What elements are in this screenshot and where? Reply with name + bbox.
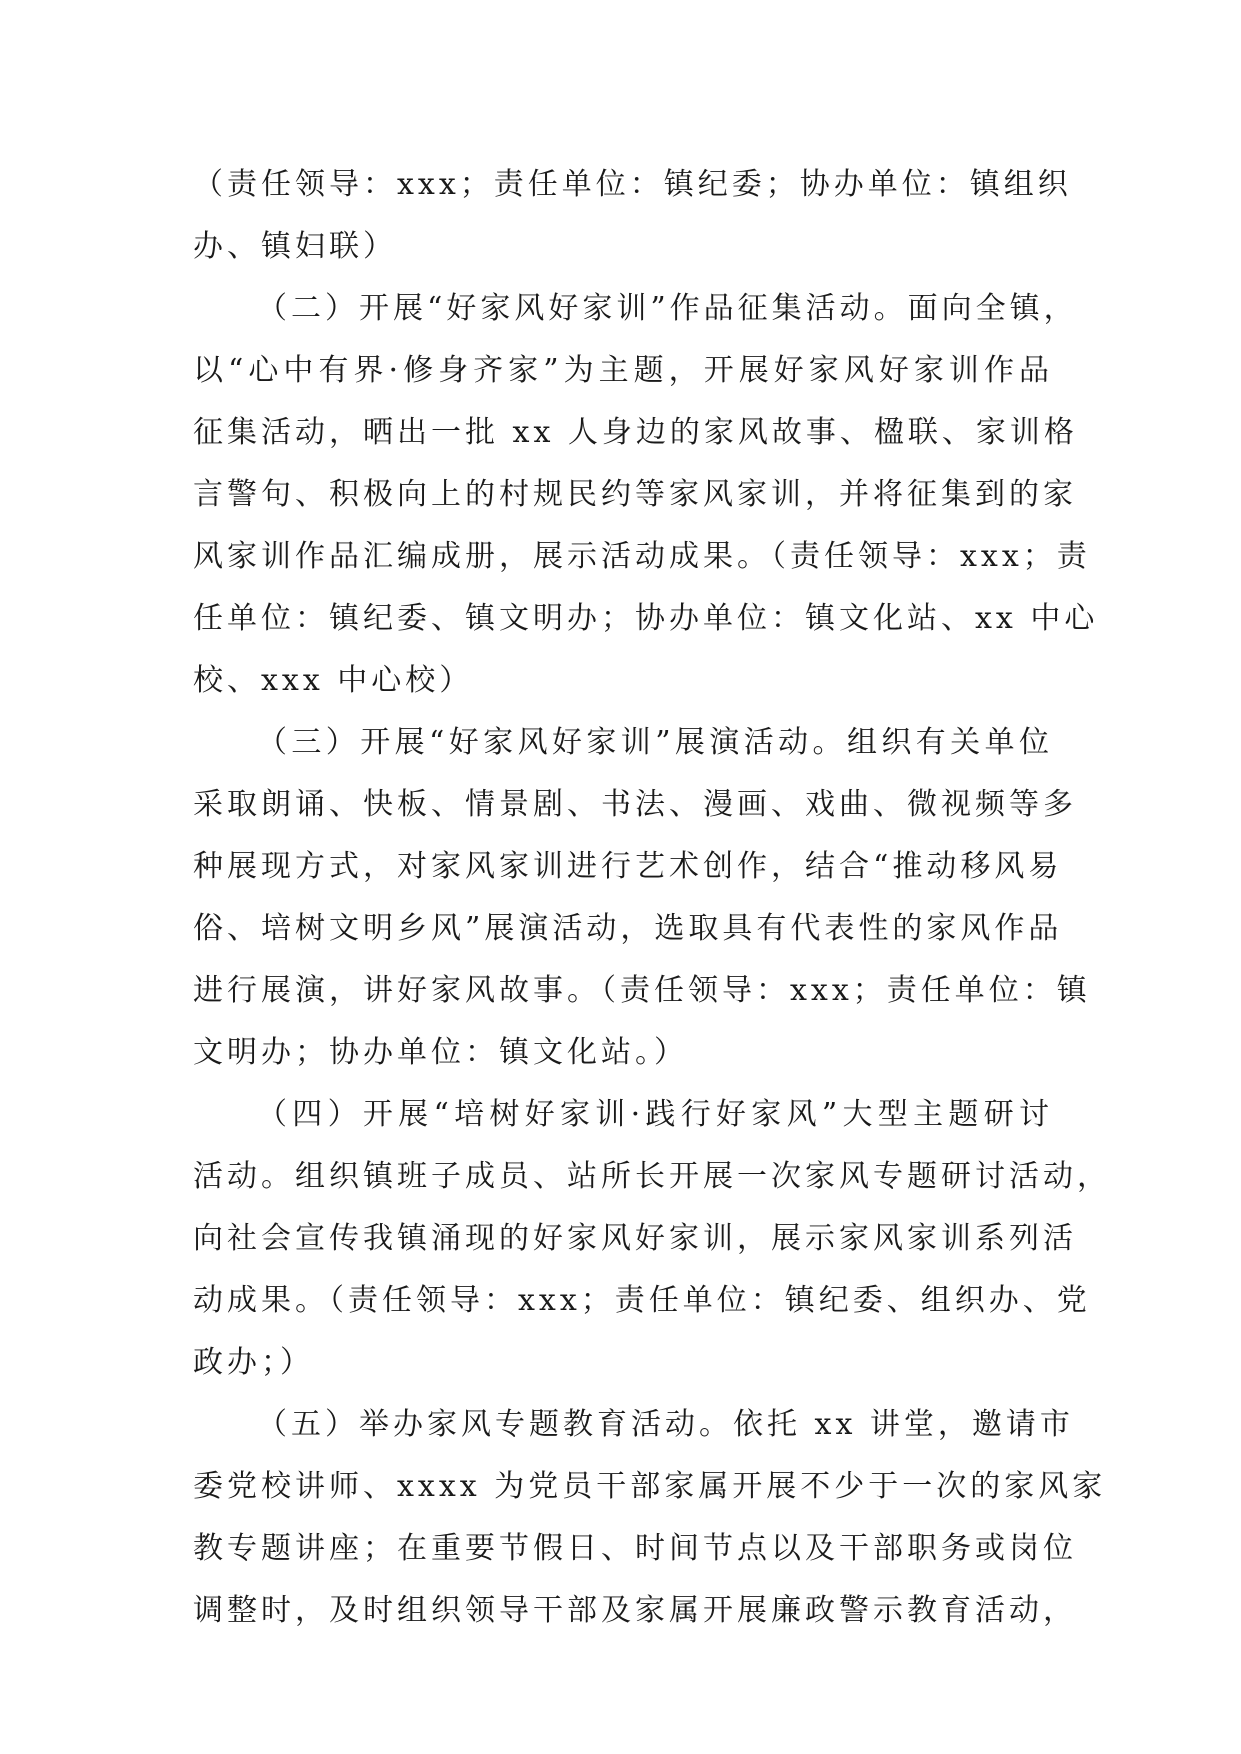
text-line: 校、xxx 中心校） (193, 663, 474, 698)
text-line: 以“心中有界·修身齐家”为主题，开展好家风好家训作品 (193, 353, 1053, 388)
paragraph-responsibility-1 (193, 154, 1072, 278)
text-line: 文明办；协办单位：镇文化站。） (193, 1035, 688, 1070)
text-line: 俗、培树文明乡风”展演活动，选取具有代表性的家风作品 (193, 911, 1063, 946)
paragraph-item-3 (193, 712, 1091, 1084)
text-line: （四）开展“培树好家训·践行好家风”大型主题研讨 (257, 1097, 1053, 1132)
text-line: 采取朗诵、快板、情景剧、书法、漫画、戏曲、微视频等多 (193, 787, 1077, 822)
text-line: 教专题讲座；在重要节假日、时间节点以及干部职务或岗位 (193, 1531, 1077, 1566)
text-line: 风家训作品汇编成册，展示活动成果。（责任领导：xxx；责 (193, 539, 1091, 574)
text-line: 征集活动，晒出一批 xx 人身边的家风故事、楹联、家训格 (193, 415, 1078, 450)
paragraph-item-5 (193, 1394, 1107, 1642)
text-line: 政办；） (193, 1345, 314, 1380)
text-line: 委党校讲师、xxxx 为党员干部家属开展不少于一次的家风家 (193, 1469, 1107, 1504)
text-line: （三）开展“好家风好家训”展演活动。组织有关单位 (257, 725, 1053, 760)
text-line: 办、镇妇联） (193, 229, 397, 264)
text-line: 种展现方式，对家风家训进行艺术创作，结合“推动移风易 (193, 849, 1063, 884)
text-line: （五）举办家风专题教育活动。依托 xx 讲堂，邀请市 (257, 1407, 1074, 1442)
text-line: 向社会宣传我镇涌现的好家风好家训，展示家风家训系列活 (193, 1221, 1077, 1256)
text-line: （责任领导：xxx；责任单位：镇纪委；协办单位：镇组织 (193, 167, 1072, 202)
text-line: 言警句、积极向上的村规民约等家风家训，并将征集到的家 (193, 477, 1077, 512)
text-line: 活动。组织镇班子成员、站所长开展一次家风专题研讨活动， (193, 1159, 1111, 1194)
paragraph-item-4 (193, 1084, 1111, 1394)
text-line: 任单位：镇纪委、镇文明办；协办单位：镇文化站、xx 中心 (193, 601, 1099, 636)
text-line: 调整时，及时组织领导干部及家属开展廉政警示教育活动， (193, 1593, 1077, 1628)
text-line: 动成果。（责任领导：xxx；责任单位：镇纪委、组织办、党 (193, 1283, 1091, 1318)
document-body (193, 154, 1111, 1642)
text-line: （二）开展“好家风好家训”作品征集活动。面向全镇， (257, 291, 1078, 326)
text-line: 进行展演，讲好家风故事。（责任领导：xxx；责任单位：镇 (193, 973, 1091, 1008)
paragraph-item-2 (193, 278, 1099, 712)
